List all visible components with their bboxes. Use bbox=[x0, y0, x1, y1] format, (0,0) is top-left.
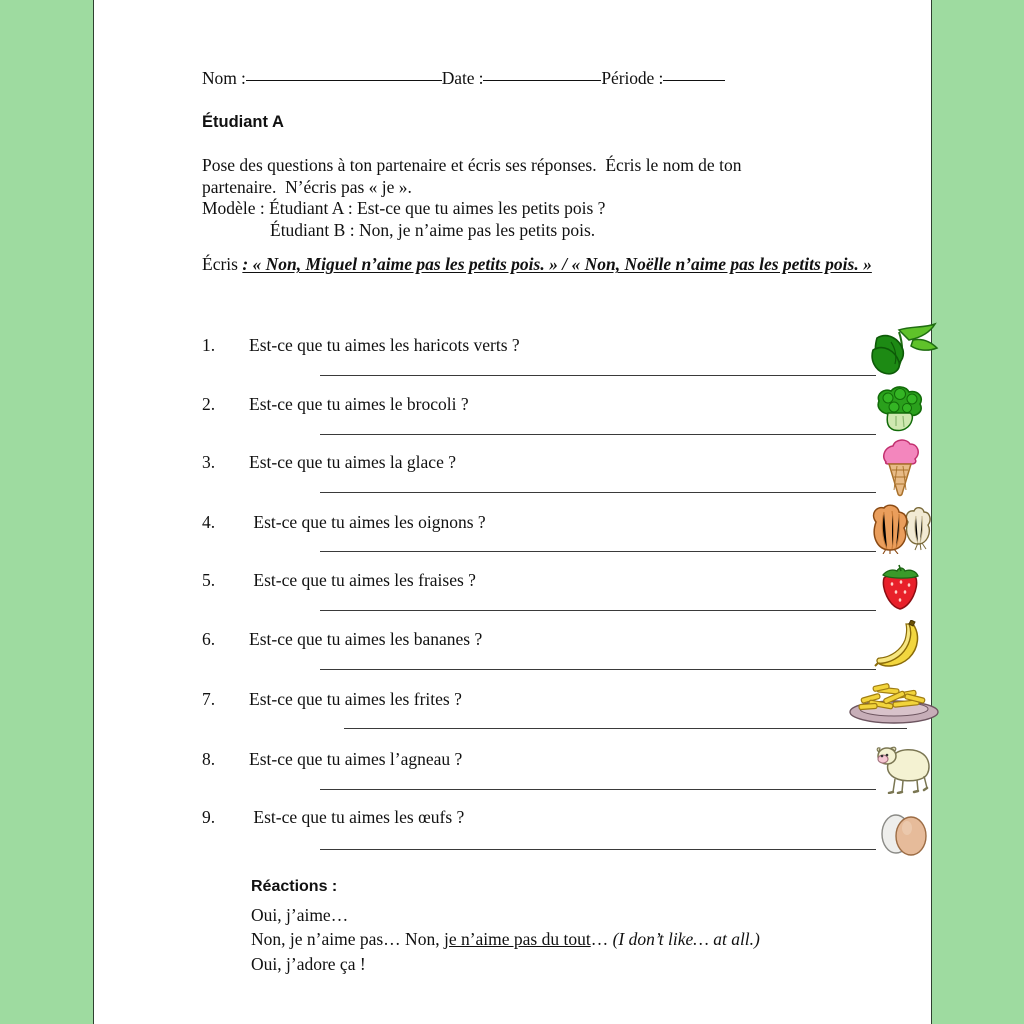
periode-blank[interactable] bbox=[663, 80, 725, 81]
broccoli-icon bbox=[872, 384, 930, 432]
french-fries-icon bbox=[847, 682, 941, 726]
question-number-2: 2. bbox=[202, 394, 216, 414]
question-number-8: 8. bbox=[202, 749, 216, 769]
question-number-4: 4. bbox=[202, 512, 216, 532]
question-text-1: Est-ce que tu aimes les haricots verts ? bbox=[249, 335, 520, 355]
question-text-2: Est-ce que tu aimes le brocoli ? bbox=[249, 394, 469, 414]
document-body bbox=[94, 0, 933, 1024]
question-number-5: 5. bbox=[202, 570, 216, 590]
reaction-line-2-underlined: je n’aime pas du tout bbox=[443, 929, 591, 949]
green-beans-icon bbox=[869, 322, 941, 378]
question-text-4: Est-ce que tu aimes les oignons ? bbox=[249, 512, 486, 532]
ecris-label: Écris bbox=[202, 254, 243, 274]
question-number-6: 6. bbox=[202, 629, 216, 649]
reaction-line-2 bbox=[251, 927, 891, 952]
question-text-9: Est-ce que tu aimes les œufs ? bbox=[249, 807, 465, 827]
answer-line-8[interactable] bbox=[320, 789, 876, 790]
reaction-line-2-part-a: Non, je n’aime pas… Non, bbox=[251, 929, 444, 949]
answer-line-3[interactable] bbox=[320, 492, 876, 493]
instructions-block bbox=[202, 155, 902, 241]
answer-line-6[interactable] bbox=[320, 669, 876, 670]
date-blank[interactable] bbox=[483, 80, 601, 81]
reactions-title: Réactions : bbox=[251, 878, 338, 895]
answer-line-4[interactable] bbox=[320, 551, 876, 552]
answer-line-5[interactable] bbox=[320, 610, 876, 611]
nom-label: Nom : bbox=[202, 68, 246, 88]
reaction-line-2-part-b: … bbox=[590, 929, 613, 949]
lamb-icon bbox=[873, 740, 935, 794]
nom-blank[interactable] bbox=[246, 80, 442, 81]
reaction-line-1: Oui, j’aime… bbox=[251, 904, 349, 925]
banana-icon bbox=[873, 620, 929, 670]
question-number-9: 9. bbox=[202, 807, 216, 827]
date-label: Date : bbox=[441, 68, 484, 88]
name-date-period-header bbox=[202, 68, 914, 89]
reaction-line-2-english-gloss: (I don’t like… at all.) bbox=[612, 929, 760, 949]
question-number-1: 1. bbox=[202, 335, 216, 355]
reactions-block bbox=[251, 875, 891, 976]
ice-cream-cone-icon bbox=[877, 436, 923, 498]
strawberry-icon bbox=[875, 562, 925, 612]
answer-line-1[interactable] bbox=[320, 375, 876, 376]
instructions-model-line-b: Étudiant B : Non, je n’aime pas les petits pois. bbox=[270, 219, 596, 240]
ecris-example-text: : « Non, Miguel n’aime pas les petits pois. » / « Non, Noëlle n’aime pas les petits pois. » bbox=[242, 254, 872, 274]
ecris-block bbox=[202, 253, 892, 275]
question-number-7: 7. bbox=[202, 689, 216, 709]
instructions-line-1: Pose des questions à ton partenaire et écris ses réponses. Écris le nom de ton bbox=[202, 155, 742, 175]
instructions-model-line-a: Modèle : Étudiant A : Est-ce que tu aimes les petits pois ? bbox=[202, 198, 606, 218]
answer-line-2[interactable] bbox=[320, 434, 876, 435]
question-text-5: Est-ce que tu aimes les fraises ? bbox=[249, 570, 476, 590]
onions-icon bbox=[866, 504, 936, 554]
question-number-3: 3. bbox=[202, 452, 216, 472]
question-text-3: Est-ce que tu aimes la glace ? bbox=[249, 452, 456, 472]
periode-label: Période : bbox=[601, 68, 664, 88]
answer-line-7[interactable] bbox=[344, 728, 907, 729]
student-heading: Étudiant A bbox=[202, 113, 284, 131]
question-text-7: Est-ce que tu aimes les frites ? bbox=[249, 689, 462, 709]
worksheet-page bbox=[93, 0, 932, 1024]
eggs-icon bbox=[876, 806, 932, 856]
answer-line-9[interactable] bbox=[320, 849, 876, 850]
instructions-line-2: partenaire. N’écris pas « je ». bbox=[202, 176, 412, 197]
question-text-6: Est-ce que tu aimes les bananes ? bbox=[249, 629, 483, 649]
reaction-line-3: Oui, j’adore ça ! bbox=[251, 953, 366, 974]
question-text-8: Est-ce que tu aimes l’agneau ? bbox=[249, 749, 463, 769]
